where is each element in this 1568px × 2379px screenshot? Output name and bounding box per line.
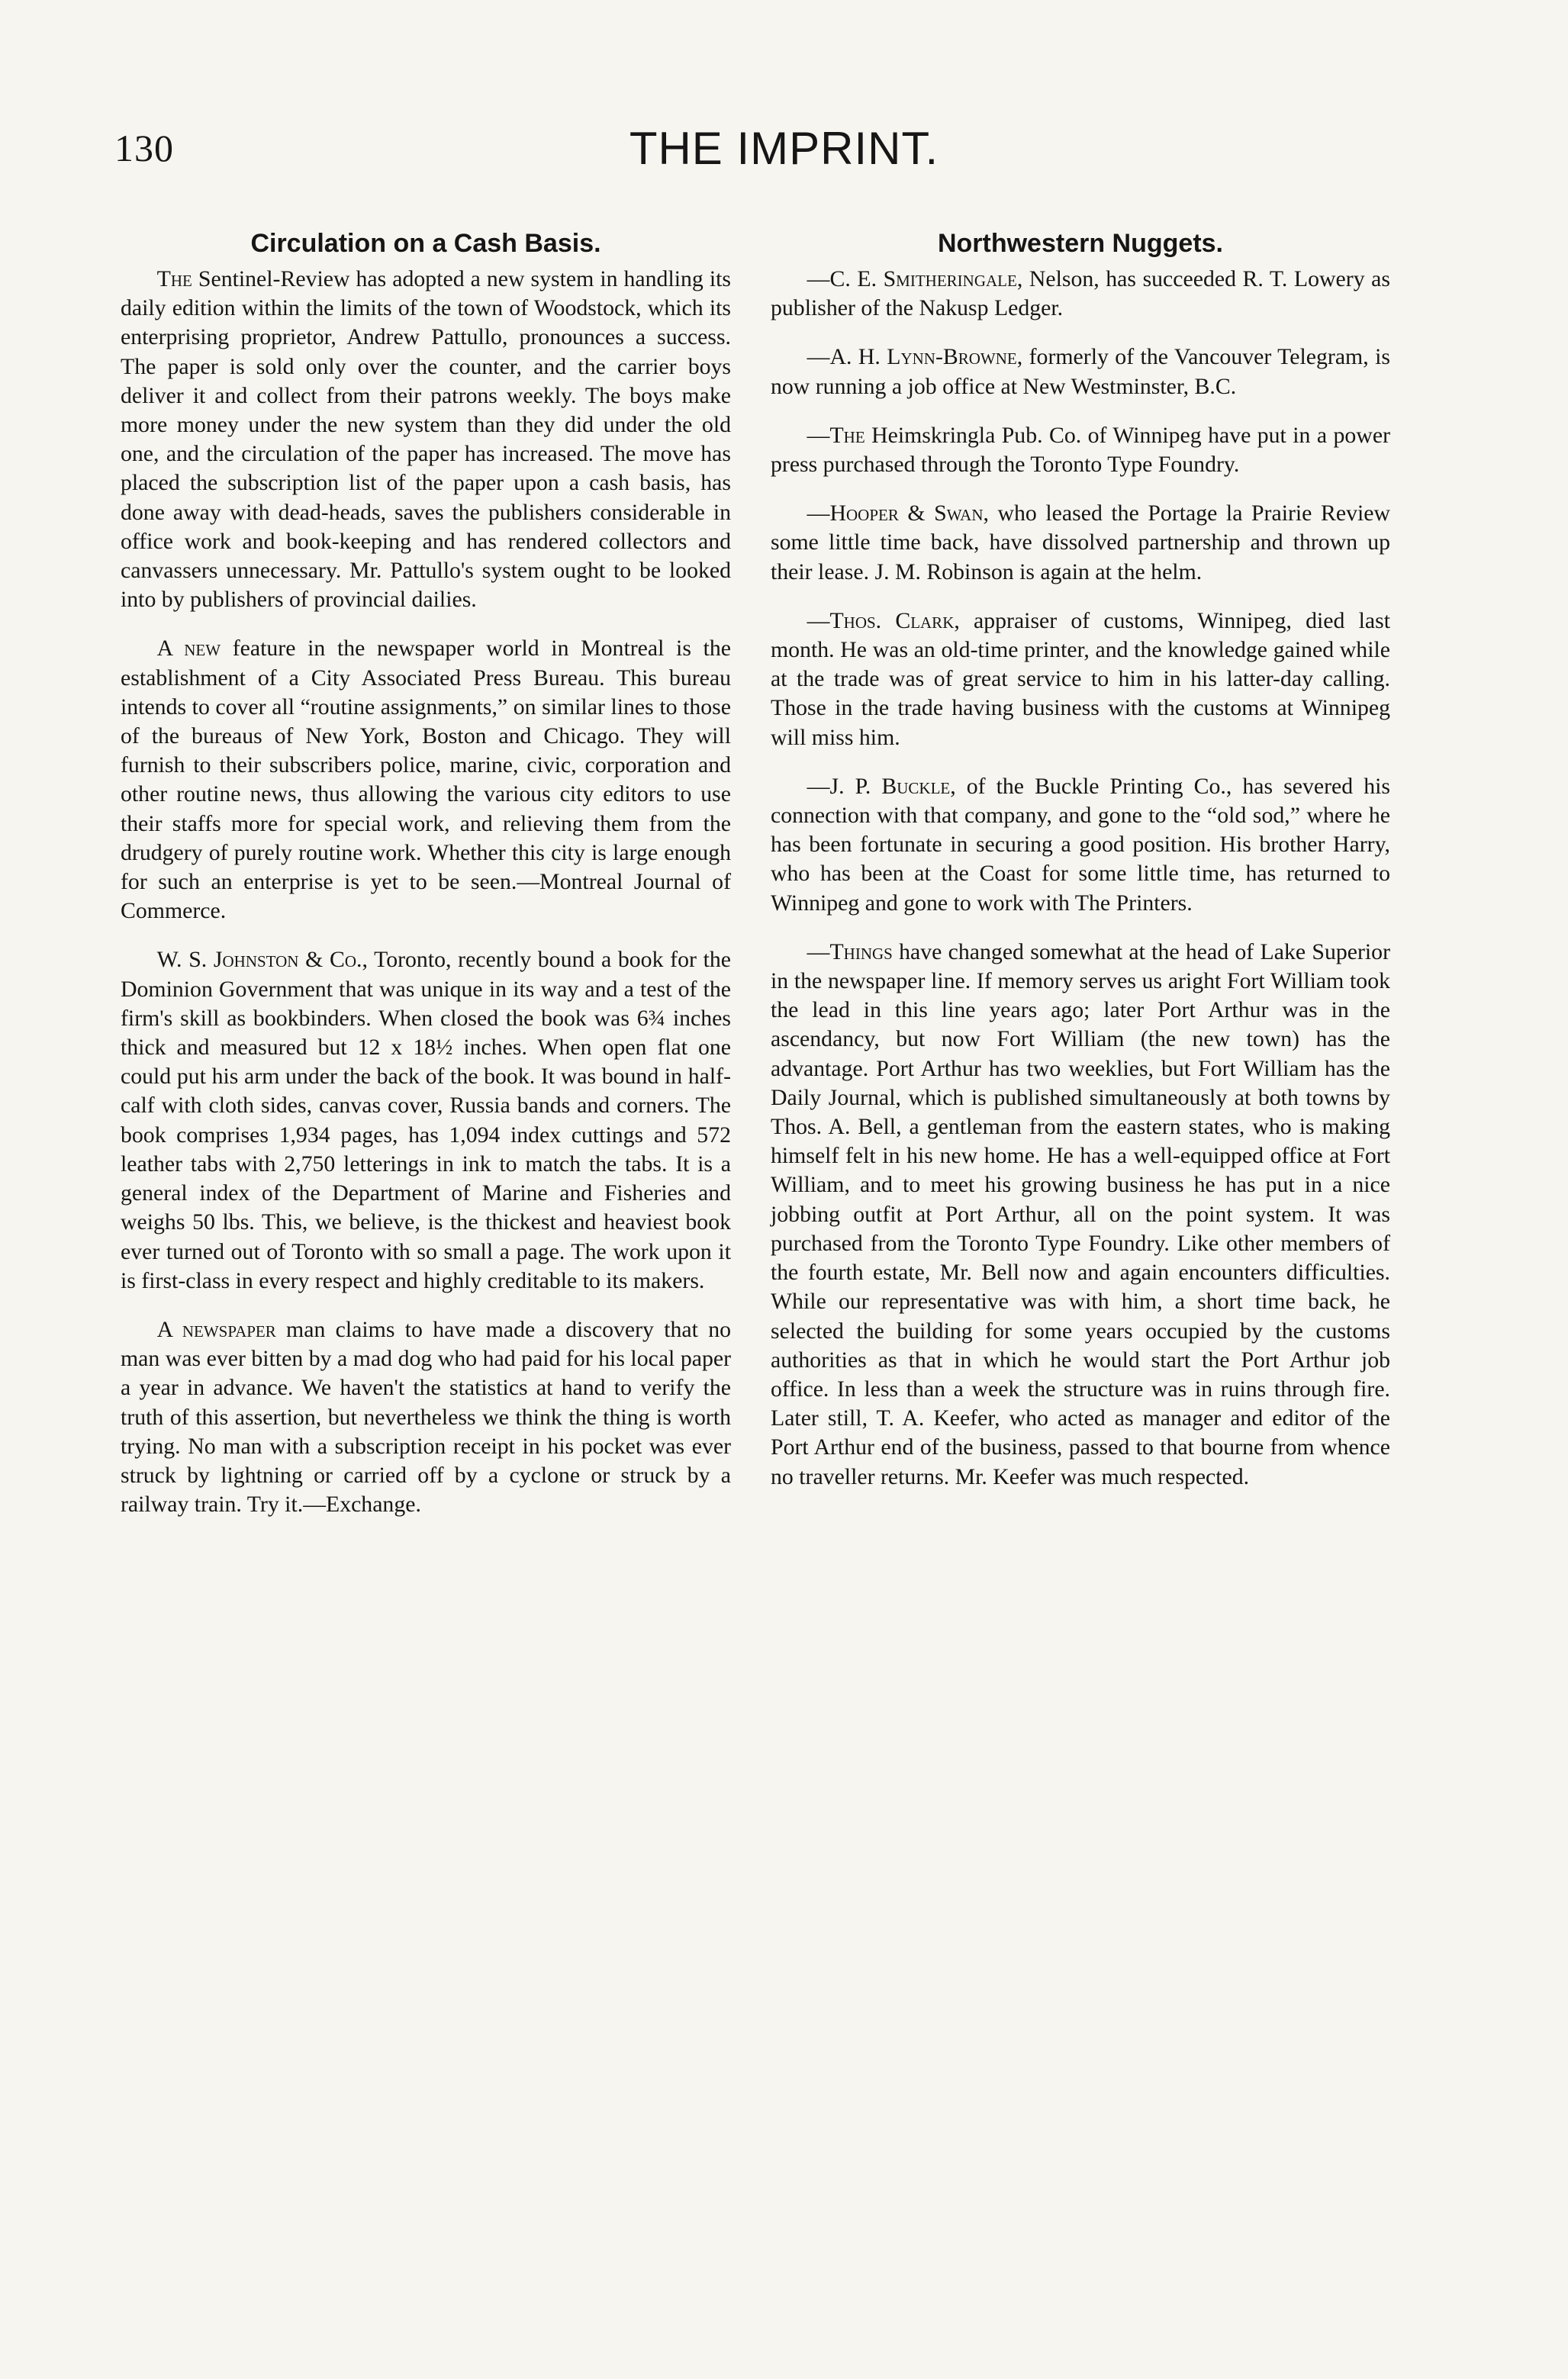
news-item bbox=[771, 607, 1390, 752]
item-lead: —Hooper & Swan bbox=[807, 501, 984, 526]
article-paragraph bbox=[121, 945, 731, 1295]
paragraph-text: feature in the newspaper world in Montreal is the establishment of a City Associated Press Bureau. This bureau intends to cover all “routine assignments,” on similar lines to those of the bureaus of New York, Boston and Chicago. They will furnish to their subscribers police, marine, civic, corporation and other routine news, thus allowing the various city editors to use their staffs more for special work, and relieving them from the drudgery of purely routine work. Whether this city is large enough for such an enterprise is yet to be seen.—Montreal Journal of Commerce. bbox=[121, 636, 732, 924]
item-text: , who leased the Portage la Prairie Review some little time back, have dissolved partnership and thrown up their lease. J. M. Robinson is again at the helm. bbox=[771, 501, 1390, 584]
item-lead: —Things bbox=[807, 938, 893, 964]
page-number: 130 bbox=[114, 127, 174, 169]
news-item bbox=[771, 265, 1390, 323]
item-lead: —Thos. Clark bbox=[807, 607, 955, 633]
right-column bbox=[771, 229, 1390, 1511]
news-item bbox=[771, 772, 1390, 918]
article-paragraph bbox=[121, 634, 731, 926]
item-lead: —The bbox=[807, 422, 865, 448]
news-item bbox=[771, 938, 1390, 1492]
article-paragraph bbox=[121, 1315, 731, 1519]
paragraph-lead: A new bbox=[156, 636, 221, 662]
paragraph-lead: W. S. Johnston & Co. bbox=[156, 947, 362, 973]
item-lead: —J. P. Buckle bbox=[807, 773, 951, 799]
paragraph-text: man claims to have made a discovery that no man was ever bitten by a mad dog who had paid for his local paper a year in advance. We haven't the statistics at hand to verify the truth of this assertion, but nevertheless we think the thing is worth trying. No man with a subscription receipt in his pocket was ever struck by lightning or carried off by a cyclone or struck by a railway train. Try it.—Exchange. bbox=[121, 1316, 731, 1518]
paragraph-text: Sentinel-Review has adopted a new system in handling its daily edition within the limits of the town of Woodstock, which its enterprising proprietor, Andrew Pattullo, pronounces a success. The paper is sold only over the counter, and the carrier boys deliver it and collect from their patrons weekly. The boys make more money under the new system than they did under the old one, and the circulation of the paper has increased. The move has placed the subscription list of the paper upon a cash basis, has done away with dead-heads, saves the publishers considerable in office work and book-keeping and has rendered collectors and canvassers unnecessary. Mr. Pattullo's system ought to be looked into by publishers of provincial dailies. bbox=[121, 266, 731, 613]
news-item bbox=[771, 499, 1390, 587]
paragraph-lead: A newspaper bbox=[156, 1316, 276, 1342]
item-text: , appraiser of customs, Winnipeg, died last month. He was an old-time printer, and the knowledge gained while at the trade was of great service to him in his latter-day calling. Those in the trade having business with the customs at Winnipeg will miss him. bbox=[771, 607, 1390, 750]
item-lead: —A. H. Lynn-Browne bbox=[807, 344, 1017, 370]
column-heading: Circulation on a Cash Basis. bbox=[250, 229, 601, 258]
article-paragraph bbox=[121, 265, 731, 614]
paragraph-lead: The bbox=[156, 266, 192, 291]
news-item bbox=[771, 421, 1390, 479]
item-text: , Nelson, has succeeded R. T. Lowery as publisher of the Nakusp Ledger. bbox=[771, 266, 1390, 321]
column-heading: Northwestern Nuggets. bbox=[937, 229, 1224, 258]
item-text: , formerly of the Vancouver Telegram, is now running a job office at New Westminster, B.C. bbox=[771, 344, 1390, 399]
item-lead: —C. E. Smitheringale bbox=[807, 266, 1017, 291]
running-head-title: THE IMPRINT. bbox=[629, 123, 939, 174]
news-item bbox=[771, 343, 1390, 401]
item-text: , of the Buckle Printing Co., has severed his connection with that company, and gone to the “old sod,” where he has been fortunate in securing a good position. His brother Harry, who has been at the Coast for some little time, has returned to Winnipeg and gone to work with The Printers. bbox=[771, 773, 1390, 916]
paragraph-text: , Toronto, recently bound a book for the Dominion Government that was unique in its way and a test of the firm's skill as bookbinders. When closed the book was 6¾ inches thick and measured but 12 x 18½ inches. When open flat one could put his arm under the back of the book. It was bound in half-calf with cloth sides, canvas cover, Russia bands and corners. The book comprises 1,934 pages, has 1,094 index cuttings and 572 leather tabs with 2,750 letterings in ink to match the tabs. It is a general index of the Department of Marine and Fisheries and weighs 50 lbs. This, we believe, is the thickest and heaviest book ever turned out of Toronto with so small a page. The work upon it is first-class in every respect and highly creditable to its makers. bbox=[121, 947, 731, 1293]
item-text: have changed somewhat at the head of Lake Superior in the newspaper line. If memory serves us aright Fort William took the lead in this line years ago; later Port Arthur was in the ascendancy, but now Fort William (the new town) has the advantage. Port Arthur has two weeklies, but Fort William has the Daily Journal, which is published simultaneously at both towns by Thos. A. Bell, a gentleman from the eastern states, who is making himself felt in his new home. He has a well-equipped office at Fort William, and to meet his growing business he has put in a nice jobbing outfit at Port Arthur, all on the point system. It was purchased from the Toronto Type Foundry. Like other members of the fourth estate, Mr. Bell now and again encounters difficulties. While our representative was with him, a short time back, he selected the building for some years occupied by the customs authorities as that in which he would start the Port Arthur job office. In less than a week the structure was in ruins through fire. Later still, T. A. Keefer, who acted as manager and editor of the Port Arthur end of the business, passed to that bourne from whence no traveller returns. Mr. Keefer was much respected. bbox=[771, 938, 1390, 1489]
left-column bbox=[121, 229, 731, 1539]
item-text: Heimskringla Pub. Co. of Winnipeg have put in a power press purchased through the Toronto Type Foundry. bbox=[771, 422, 1390, 478]
